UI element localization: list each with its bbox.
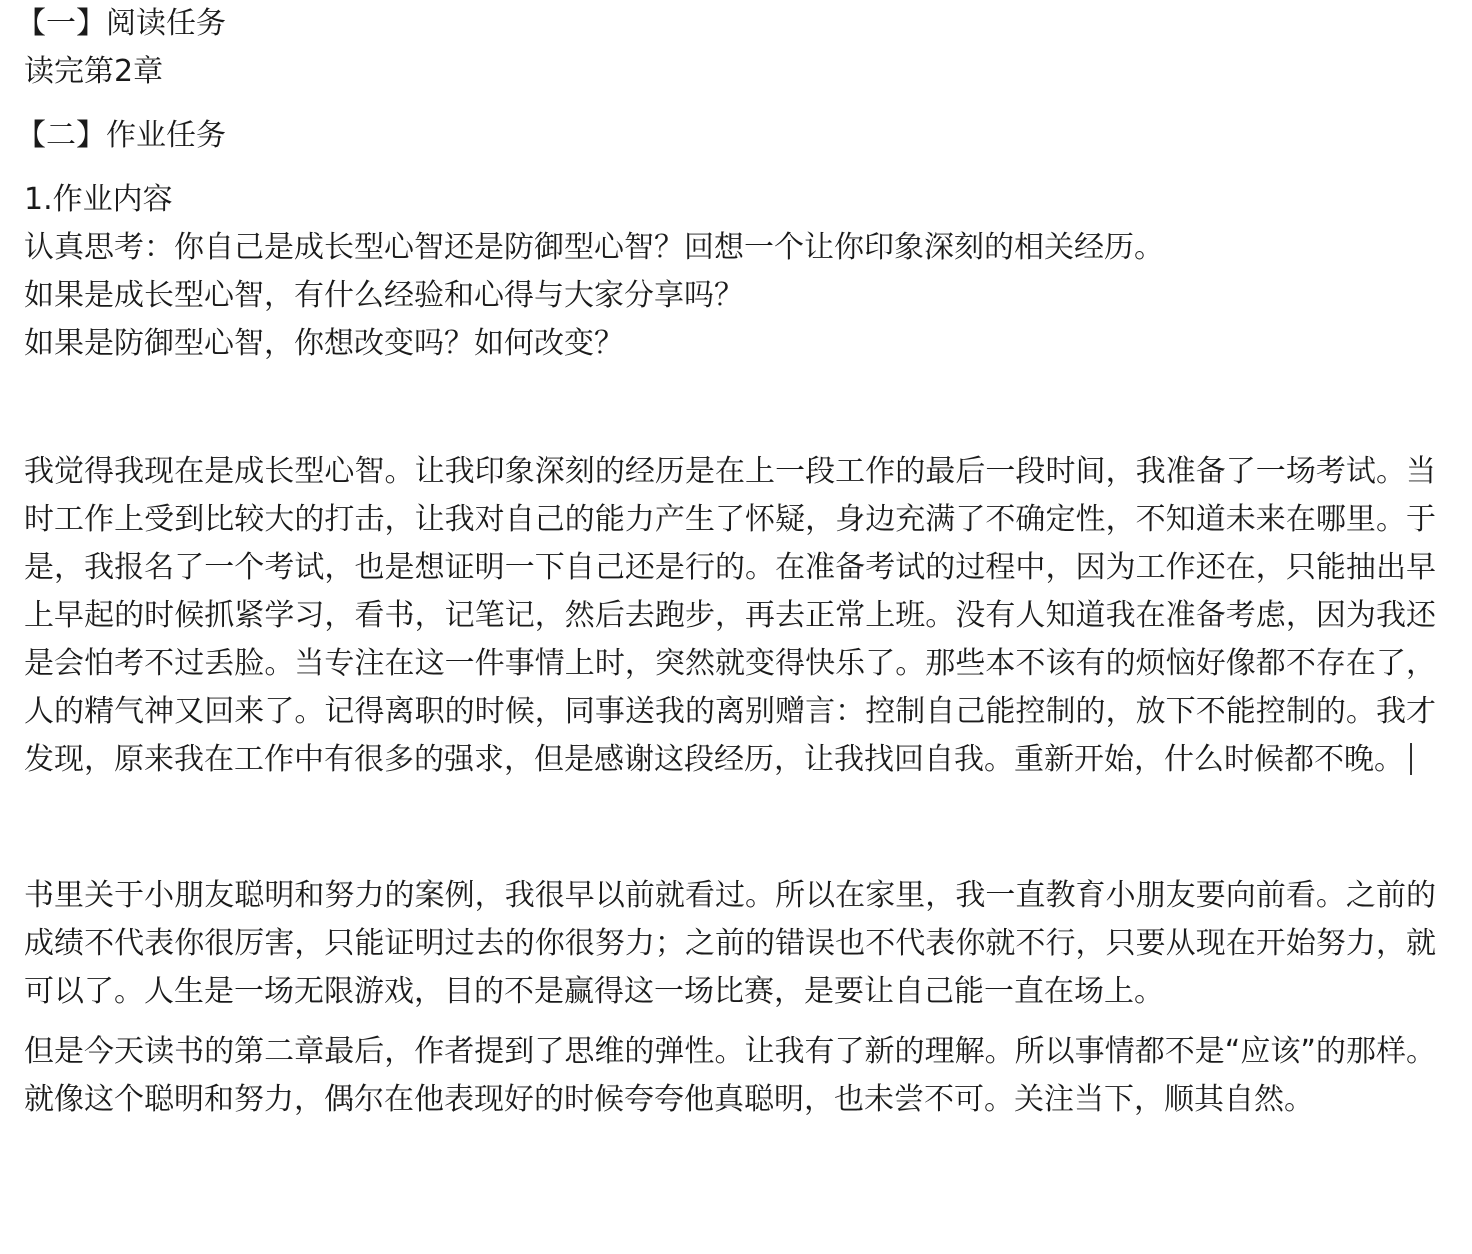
- section-homework-title: 【二】作业任务: [16, 118, 226, 153]
- section-reading-content: 读完第2章: [24, 54, 164, 89]
- homework-item-title: 1.作业内容: [24, 182, 173, 217]
- homework-prompt-line-2: 如果是成长型心智，有什么经验和心得与大家分享吗？: [24, 278, 744, 313]
- answer-paragraph-2[interactable]: 书里关于小朋友聪明和努力的案例，我很早以前就看过。所以在家里，我一直教育小朋友要向前看。之前的成绩不代表你很厉害，只能证明过去的你很努力；之前的错误也不代表你就不行，只要从现在开始努力，就可以了。人生是一场无限游戏，目的不是赢得这一场比赛，是要让自己能一直在场上。: [24, 878, 1436, 1009]
- homework-prompt-line-1: 认真思考：你自己是成长型心智还是防御型心智？回想一个让你印象深刻的相关经历。: [24, 230, 1164, 265]
- text-cursor: [1410, 743, 1412, 775]
- answer-paragraph-3[interactable]: 但是今天读书的第二章最后，作者提到了思维的弹性。让我有了新的理解。所以事情都不是“应该”的那样。就像这个聪明和努力，偶尔在他表现好的时候夸夸他真聪明，也未尝不可。关注当下，顺其自然。: [24, 1034, 1436, 1117]
- section-reading-title: 【一】阅读任务: [16, 6, 226, 41]
- answer-paragraph-1-text: 我觉得我现在是成长型心智。让我印象深刻的经历是在上一段工作的最后一段时间，我准备了一场考试。当时工作上受到比较大的打击，让我对自己的能力产生了怀疑，身边充满了不确定性，不知道未来在哪里。于是，我报名了一个考试，也是想证明一下自己还是行的。在准备考试的过程中，因为工作还在，只能抽出早上早起的时候抓紧学习，看书，记笔记，然后去跑步，再去正常上班。没有人知道我在准备考虑，因为我还是会怕考不过丢脸。当专注在这一件事情上时，突然就变得快乐了。那些本不该有的烦恼好像都不存在了，人的精气神又回来了。记得离职的时候，同事送我的离别赠言：控制自己能控制的，放下不能控制的。我才发现，原来我在工作中有很多的强求，但是感谢这段经历，让我找回自我。重新开始，什么时候都不晚。: [24, 454, 1436, 777]
- spacer: [24, 160, 1436, 176]
- document-body[interactable]: [16, 0, 1436, 1124]
- spacer: [24, 784, 1436, 872]
- spacer: [24, 368, 1436, 448]
- homework-prompt-line-3: 如果是防御型心智，你想改变吗？如何改变？: [24, 326, 624, 361]
- answer-paragraph-1[interactable]: [24, 448, 1436, 784]
- spacer: [24, 96, 1436, 112]
